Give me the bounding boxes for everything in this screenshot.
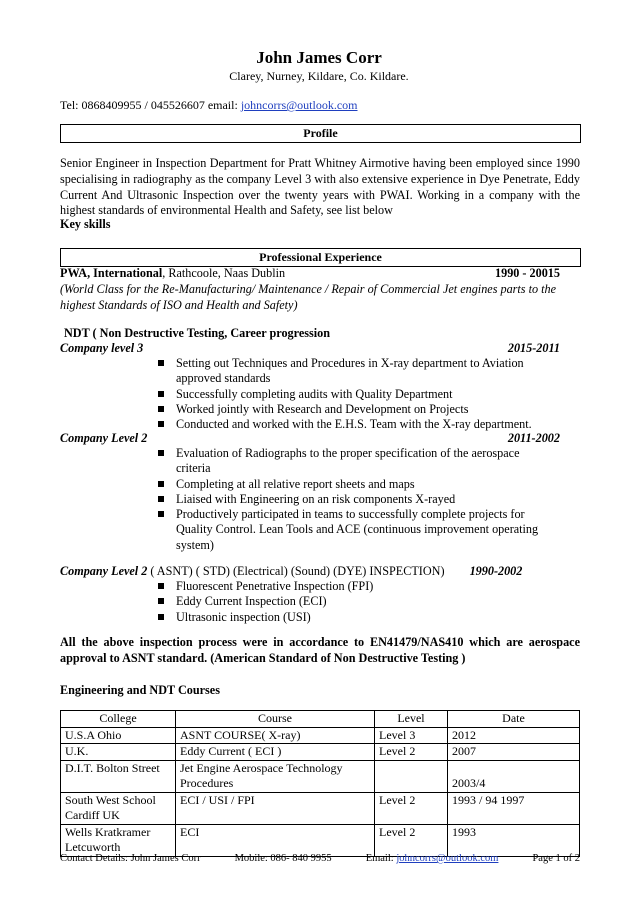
table-cell: South West School Cardiff UK	[61, 792, 176, 824]
level2b-dates: 1990-2002	[469, 564, 523, 578]
footer-contact: Contact Details: John James Corr	[60, 853, 201, 864]
company-line	[60, 266, 580, 281]
courses-heading: Engineering and NDT Courses	[60, 683, 220, 697]
page-number: Page 1 of 2	[532, 853, 580, 864]
company-bold: PWA, International	[60, 266, 163, 280]
footer-email-label: Email:	[365, 853, 394, 864]
profile-heading: Profile	[60, 124, 581, 143]
level3-list	[157, 356, 552, 432]
ndt-title: NDT ( Non Destructive Testing, Career progression	[64, 326, 330, 340]
level2b-heading	[60, 564, 560, 579]
footer-email	[366, 853, 499, 864]
level3-dates: 2015-2011	[507, 341, 560, 355]
list-item: Fluorescent Penetrative Inspection (FPI)	[157, 579, 552, 594]
table-cell: U.K.	[61, 744, 176, 761]
table-cell: 1993	[448, 824, 580, 856]
contact-line	[60, 98, 358, 113]
table-cell: Level 2	[375, 824, 448, 856]
company-name	[60, 266, 285, 281]
profile-text: Senior Engineer in Inspection Department for Pratt Whitney Airmotive having been employed since 1990 specialising in radiography as the company Level 3 with also extensive experience in Dye Penetrate, Eddy Current And Ultrasonic Inspection over the twenty years with PWAI. Working in a company with the highest standards of environmental Health and Safety, see list below	[60, 156, 580, 218]
footer-email-link[interactable]: johncorrs@outlook.com	[396, 853, 499, 864]
table-cell: Level 3	[375, 727, 448, 744]
level2b-list	[157, 579, 552, 625]
level2-title: Company Level 2	[60, 431, 148, 445]
column-header: College	[61, 711, 176, 728]
list-item: Productively participated in teams to successfully complete projects for Quality Control. Lean Tools and ACE (continuous improvement operating system)	[157, 507, 552, 553]
company-description: (World Class for the Re-Manufacturing/ Maintenance / Repair of Commercial Jet engines parts to the highest Standards of ISO and Health and Safety)	[60, 282, 557, 312]
resume-name: John James Corr	[256, 48, 382, 67]
list-item: Setting out Techniques and Procedures in X-ray department to Aviation approved standards	[157, 356, 552, 387]
company-location: , Rathcoole, Naas Dublin	[162, 266, 286, 280]
table-cell: Level 2	[375, 744, 448, 761]
list-item: Completing at all relative report sheets and maps	[157, 477, 552, 492]
list-item: Conducted and worked with the E.H.S. Team with the X-ray department.	[157, 417, 552, 432]
table-row	[61, 792, 580, 824]
table-cell	[375, 760, 448, 792]
table-cell: D.I.T. Bolton Street	[61, 760, 176, 792]
list-item: Ultrasonic inspection (USI)	[157, 610, 552, 625]
table-cell: Wells Kratkramer Letcuworth	[61, 824, 176, 856]
table-row	[61, 760, 580, 792]
level3-heading	[60, 341, 560, 356]
courses-table	[60, 710, 580, 857]
column-header: Level	[375, 711, 448, 728]
compliance-statement: All the above inspection process were in accordance to EN41479/NAS410 which are aerospace approval to ASNT standard. (American Standard of Non Destructive Testing )	[60, 635, 580, 665]
table-cell: 1993 / 94 1997	[448, 792, 580, 824]
key-skills-label: Key skills	[60, 217, 111, 231]
level2-heading	[60, 431, 560, 446]
list-item: Evaluation of Radiographs to the proper specification of the aerospace criteria	[157, 446, 552, 477]
table-cell: 2007	[448, 744, 580, 761]
list-item: Liaised with Engineering on an risk components X-rayed	[157, 492, 552, 507]
level2-list	[157, 446, 552, 553]
column-header: Date	[448, 711, 580, 728]
level2-dates: 2011-2002	[507, 431, 560, 445]
experience-heading: Professional Experience	[60, 248, 581, 267]
list-item: Eddy Current Inspection (ECI)	[157, 594, 552, 609]
level2b-detail: ( ASNT) ( STD) (Electrical) (Sound) (DYE) INSPECTION)	[147, 564, 445, 578]
table-cell: U.S.A Ohio	[61, 727, 176, 744]
table-cell: Jet Engine Aerospace Technology Procedures	[176, 760, 375, 792]
table-cell: 2012	[448, 727, 580, 744]
table-cell: 2003/4	[448, 760, 580, 792]
level2b-title: Company Level 2	[60, 564, 148, 578]
footer-mobile: Mobile: 086- 840 9955	[234, 853, 332, 864]
page-footer	[60, 853, 580, 864]
table-cell: Eddy Current ( ECI )	[176, 744, 375, 761]
table-cell: ASNT COURSE( X-ray)	[176, 727, 375, 744]
level3-title: Company level 3	[60, 341, 144, 355]
table-row	[61, 727, 580, 744]
table-cell: ECI / USI / FPI	[176, 792, 375, 824]
table-header-row	[61, 711, 580, 728]
list-item: Worked jointly with Research and Development on Projects	[157, 402, 552, 417]
list-item: Successfully completing audits with Quality Department	[157, 387, 552, 402]
column-header: Course	[176, 711, 375, 728]
table-row	[61, 744, 580, 761]
table-row	[61, 824, 580, 856]
contact-phones: Tel: 0868409955 / 045526607 email:	[60, 98, 238, 112]
address: Clarey, Nurney, Kildare, Co. Kildare.	[229, 69, 409, 83]
table-cell: Level 2	[375, 792, 448, 824]
email-link[interactable]: johncorrs@outlook.com	[240, 98, 358, 112]
table-cell: ECI	[176, 824, 375, 856]
company-dates: 1990 - 20015	[495, 266, 560, 280]
